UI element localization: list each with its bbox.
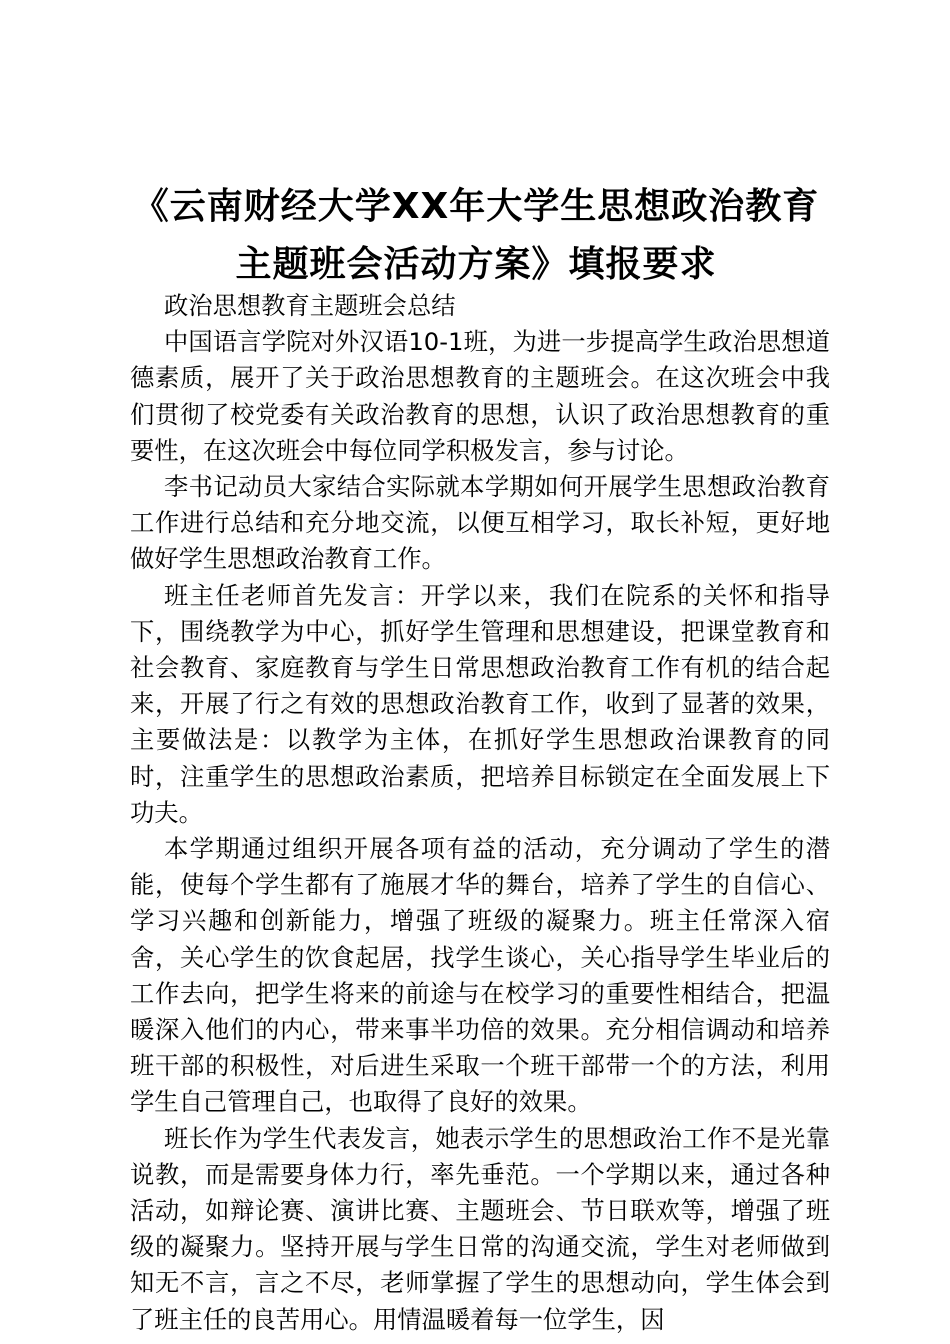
body-paragraph: 本学期通过组织开展各项有益的活动，充分调动了学生的潜能，使每个学生都有了施展才华的舞台，培养了学生的自信心、学习兴趣和创新能力，增强了班级的凝聚力。班主任常深入宿舍，关心学生的饮食起居，找学生谈心，关心指导学生毕业后的工作去向，把学生将来的前途与在校学习的重要性相结合，把温暖深入他们的内心，带来事半功倍的效果。充分相信调动和培养班干部的积极性，对后进生采取一个班干部带一个的方法，利用学生自己管理自己，也取得了良好的效果。 bbox=[130, 834, 830, 1117]
body-paragraph: 班长作为学生代表发言，她表示学生的思想政治工作不是光靠说教，而是需要身体力行，率先垂范。一个学期以来，通过各种活动，如辩论赛、演讲比赛、主题班会、节日联欢等，增强了班级的凝聚力。坚持开展与学生日常的沟通交流，学生对老师做到知无不言，言之不尽，老师掌握了学生的思想动向，学生体会到了班主任的良苦用心。用情温暖着每一位学生，因 bbox=[130, 1123, 830, 1334]
body-paragraph: 李书记动员大家结合实际就本学期如何开展学生思想政治教育工作进行总结和充分地交流，以便互相学习，取长补短，更好地做好学生思想政治教育工作。 bbox=[130, 472, 830, 574]
document-body bbox=[130, 288, 830, 1338]
document-title: 《云南财经大学XX年大学生思想政治教育主题班会活动方案》填报要求 bbox=[132, 186, 820, 285]
body-paragraph: 中国语言学院对外汉语10-1班，为进一步提高学生政治思想道德素质，展开了关于政治思想教育的主题班会。在这次班会中我们贯彻了校党委有关政治教育的思想，认识了政治思想教育的重要性，在这次班会中每位同学积极发言，参与讨论。 bbox=[130, 327, 830, 465]
body-paragraph: 班主任老师首先发言：开学以来，我们在院系的关怀和指导下，围绕教学为中心，抓好学生管理和思想建设，把课堂教育和社会教育、家庭教育与学生日常思想政治教育工作有机的结合起来，开展了行之有效的思想政治教育工作，收到了显著的效果，主要做法是：以教学为主体，在抓好学生思想政治课教育的同时，注重学生的思想政治素质，把培养目标锁定在全面发展上下功夫。 bbox=[130, 580, 830, 827]
section-heading: 政治思想教育主题班会总结 bbox=[164, 291, 456, 320]
